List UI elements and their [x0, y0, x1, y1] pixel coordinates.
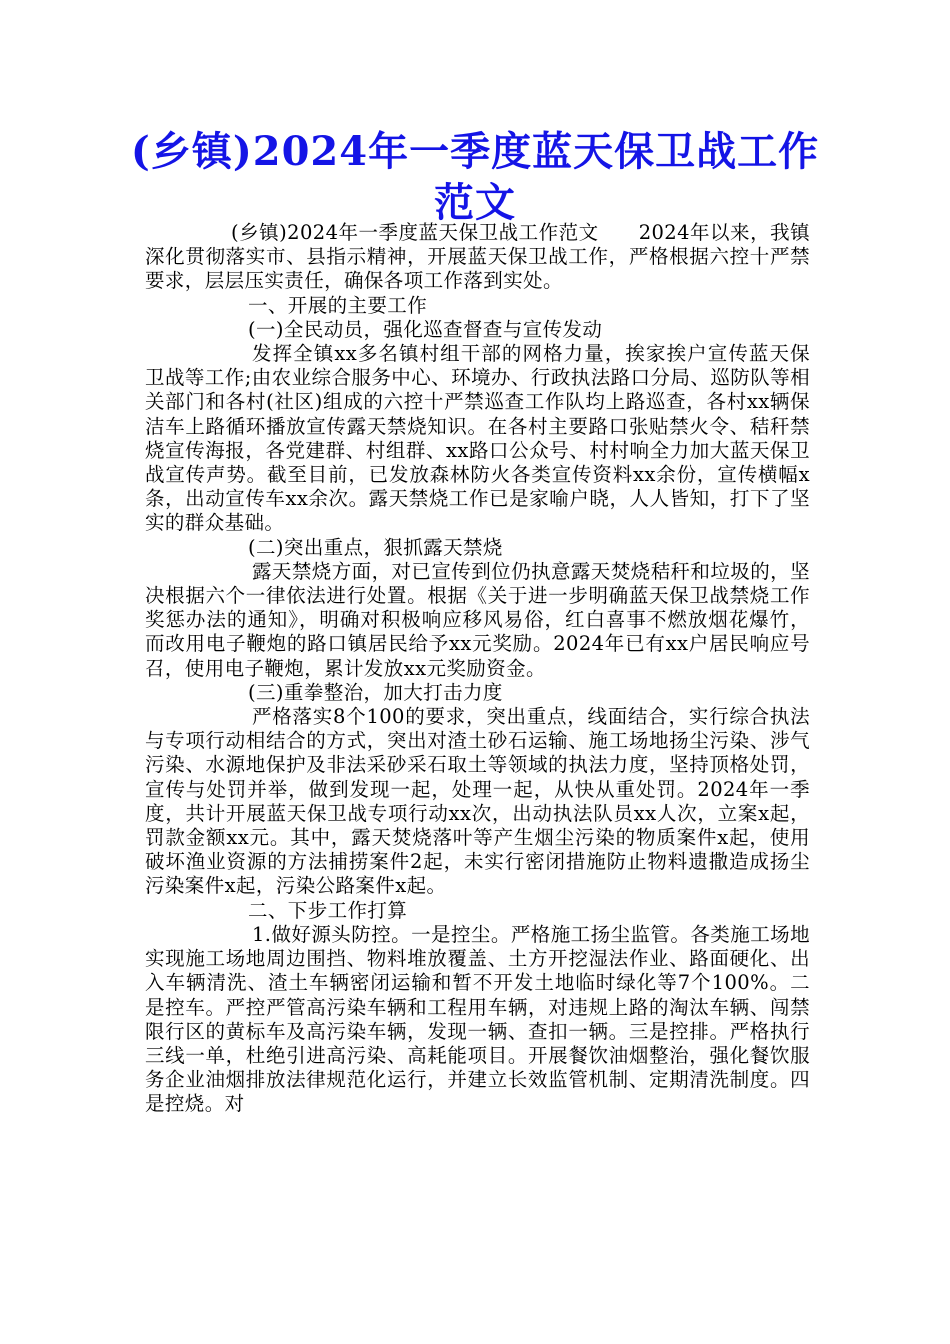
body-paragraph-3: 严格落实8个100的要求，突出重点，线面结合，实行综合执法与专项行动相结合的方式，突出对渣土砂石运输、施工场地扬尘污染、涉气污染、水源地保护及非法采砂采石取土等领域的执法力度，坚持顶格处罚，宣传与处罚并举，做到发现一起，处理一起，从快从重处罚。2024年一季度，共计开展蓝天保卫战专项行动xx次，出动执法队员xx人次，立案x起，罚款金额xx元。其中，露天焚烧落叶等产生烟尘污染的物质案件x起，使用破坏渔业资源的方法捕捞案件2起，未实行密闭措施防止物料遗撒造成扬尘污染案件x起，污染公路案件x起。 — [145, 705, 810, 898]
body-paragraph-4: 1.做好源头防控。一是控尘。严格施工扬尘监管。各类施工场地实现施工场地周边围挡、物料堆放覆盖、土方开挖湿法作业、路面硬化、出入车辆清洗、渣土车辆密闭运输和暂不开发土地临时绿化等7个100%。二是控车。严控严管高污染车辆和工程用车辆，对违规上路的淘汰车辆、闯禁限行区的黄标车及高污染车辆，发现一辆、查扣一辆。三是控排。严格执行三线一单，杜绝引进高污染、高耗能项目。开展餐饮油烟整治，强化餐饮服务企业油烟排放法律规范化运行，并建立长效监管机制、定期清洗制度。四是控烧。对 — [145, 922, 810, 1116]
section-heading-2: 二、下步工作打算 — [248, 898, 408, 922]
section-heading-1: 一、开展的主要工作 — [248, 293, 428, 317]
document-title: (乡镇)2024年一季度蓝天保卫战工作范文 — [130, 128, 820, 226]
subsection-heading-2: (二)突出重点，狠抓露天禁烧 — [248, 535, 503, 559]
subsection-heading-3: (三)重拳整治，加大打击力度 — [248, 680, 503, 704]
document-body — [145, 221, 810, 1117]
body-paragraph-1: 发挥全镇xx多名镇村组干部的网格力量，挨家挨户宣传蓝天保卫战等工作;由农业综合服务中心、环境办、行政执法路口分局、巡防队等相关部门和各村(社区)组成的六控十严禁巡查工作队均上路巡查，各村xx辆保洁车上路循环播放宣传露天禁烧知识。在各村主要路口张贴禁火令、秸秆禁烧宣传海报，各党建群、村组群、xx路口公众号、村村响全力加大蓝天保卫战宣传声势。截至目前，已发放森林防火各类宣传资料xx余份，宣传横幅x条，出动宣传车xx余次。露天禁烧工作已是家喻户晓，人人皆知，打下了坚实的群众基础。 — [145, 342, 810, 535]
body-paragraph-2: 露天禁烧方面，对已宣传到位仍执意露天焚烧秸秆和垃圾的，坚决根据六个一律依法进行处置。根据《关于进一步明确蓝天保卫战禁烧工作奖惩办法的通知》，明确对积极响应移风易俗，红白喜事不燃放烟花爆竹，而改用电子鞭炮的路口镇居民给予xx元奖励。2024年已有xx户居民响应号召，使用电子鞭炮，累计发放xx元奖励资金。 — [145, 559, 810, 680]
subsection-heading-1: (一)全民动员，强化巡查督查与宣传发动 — [248, 317, 603, 341]
intro-paragraph: (乡镇)2024年一季度蓝天保卫战工作范文 2024年以来，我镇深化贯彻落实市、县指示精神，开展蓝天保卫战工作，严格根据六控十严禁要求，层层压实责任，确保各项工作落到实处。 — [145, 221, 810, 293]
